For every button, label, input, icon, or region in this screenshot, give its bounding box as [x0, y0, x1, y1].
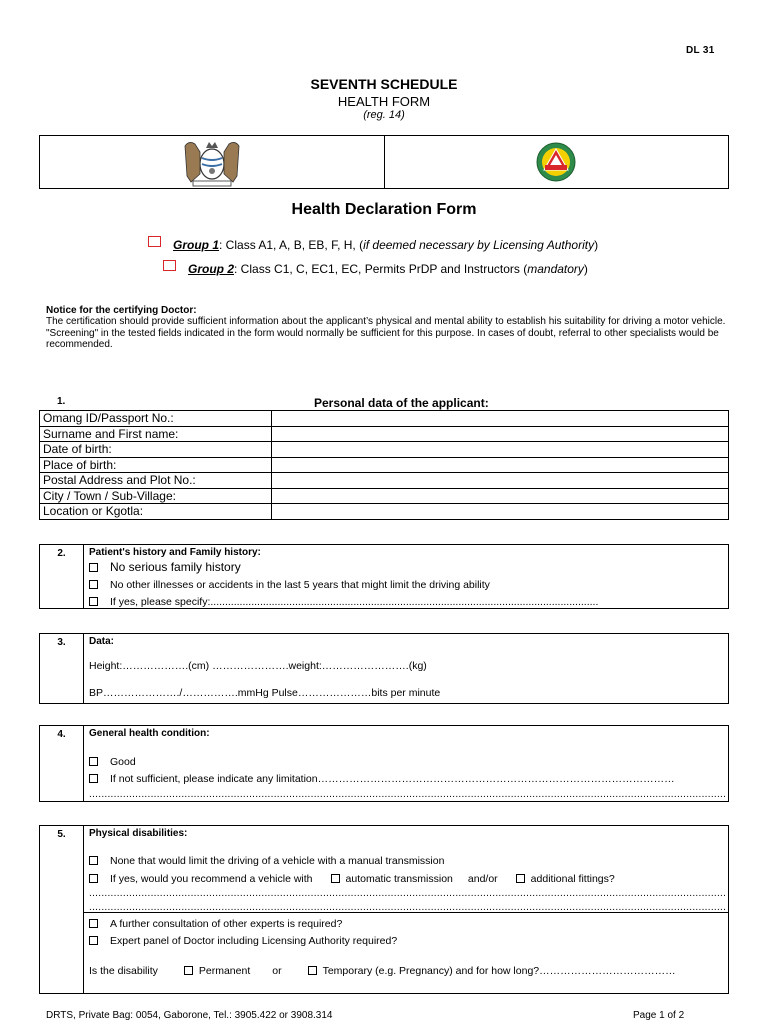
checkbox[interactable] [89, 936, 98, 945]
and-or-label: and/or [467, 873, 498, 885]
field-label: Date of birth: [40, 442, 272, 458]
kgotla-input[interactable] [272, 504, 729, 520]
schedule-title: SEVENTH SCHEDULE [310, 76, 458, 92]
form-code: DL 31 [686, 45, 715, 56]
checkbox[interactable] [89, 580, 98, 589]
name-input[interactable] [272, 426, 729, 442]
table-row [40, 411, 729, 427]
group-2-text: : Class C1, C, EC1, EC, Permits PrDP and Instructors ( [234, 262, 528, 276]
checkbox[interactable] [89, 757, 98, 766]
section-1-title: Personal data of the applicant: [314, 396, 489, 410]
group-2-option[interactable] [163, 262, 588, 276]
no-limitation-option[interactable] [89, 855, 444, 867]
checkbox[interactable] [89, 597, 98, 606]
field-label: Surname and First name: [40, 426, 272, 442]
expert-panel-option[interactable] [89, 935, 397, 947]
limitation-field[interactable]: If not sufficient, please indicate any limitation………………………………………………………………………………………… [110, 773, 675, 785]
notice-heading: Notice for the certifying Doctor: [46, 305, 197, 316]
notice-paragraph-1: The certification should provide sufficient information about the applicant’s physical and mental ability to establish his suitability for driving a motor vehicle. [46, 316, 726, 328]
drts-logo-icon [531, 140, 581, 184]
form-name: HEALTH FORM [337, 94, 431, 109]
drts-logo-cell [385, 136, 729, 188]
section-3-box [39, 633, 729, 704]
disability-type-row [89, 965, 676, 977]
section-2-heading: Patient's history and Family history: [89, 547, 261, 558]
additional-fittings-checkbox[interactable] [516, 874, 525, 883]
checkbox[interactable] [89, 919, 98, 928]
group-1-label: Group 1 [173, 238, 220, 252]
permanent-checkbox[interactable] [184, 966, 193, 975]
no-illness-option[interactable] [89, 579, 490, 591]
limitation-continuation-line[interactable] [89, 789, 725, 800]
checkbox[interactable] [89, 774, 98, 783]
group-2-checkbox[interactable] [163, 260, 176, 271]
option-label: Expert panel of Doctor including Licensing Authority required? [110, 935, 398, 947]
footer-address: DRTS, Private Bag: 0054, Gaborone, Tel.: 3905.422 or 3908.314 [46, 1010, 333, 1021]
divider [84, 912, 728, 913]
form-title: Health Declaration Form [291, 201, 477, 218]
table-row [40, 426, 729, 442]
recommend-vehicle-option[interactable] [89, 873, 615, 885]
option-label: None that would limit the driving of a vehicle with a manual transmission [110, 855, 445, 867]
table-row [40, 473, 729, 489]
section-1-number: 1. [57, 396, 66, 407]
limitation-option[interactable] [89, 773, 725, 785]
additional-fittings-label: additional fittings? [530, 873, 615, 885]
no-family-history-option[interactable] [89, 560, 241, 574]
section-2-box [39, 544, 729, 609]
omang-id-input[interactable] [272, 411, 729, 427]
recommend-detail-line-1[interactable] [89, 888, 725, 899]
specify-field[interactable]: If yes, please specify:..................................................................................................................................... [110, 596, 599, 608]
page-number: Page 1 of 2 [633, 1010, 685, 1021]
group-2-note: mandatory [527, 262, 584, 276]
coat-of-arms-icon [173, 136, 251, 188]
address-input[interactable] [272, 473, 729, 489]
section-5-number: 5. [40, 826, 84, 993]
group-1-close: ) [594, 238, 599, 252]
group-1-option[interactable] [148, 238, 598, 252]
checkbox[interactable] [89, 563, 98, 572]
group-1-checkbox[interactable] [148, 236, 161, 247]
section-5-box [39, 825, 729, 994]
notice-paragraph-2: "Screening" in the tested fields indicated in the form would normally be sufficient for this purpose. In cases of doubt, referral to other specialists would be recommended. [46, 327, 719, 351]
permanent-label: Permanent [198, 965, 251, 977]
option-label: A further consultation of other experts is required? [110, 918, 343, 930]
temporary-checkbox[interactable] [308, 966, 317, 975]
bp-pulse-field[interactable]: BP…………………./…………….mmHg Pulse…………………bits per minute [89, 687, 441, 699]
field-label: Postal Address and Plot No.: [40, 473, 272, 489]
coat-of-arms-cell [40, 136, 385, 188]
section-4-heading: General health condition: [89, 728, 210, 739]
specify-option[interactable] [89, 596, 725, 608]
emblem-box [39, 135, 729, 189]
field-label: Omang ID/Passport No.: [40, 411, 272, 427]
city-input[interactable] [272, 488, 729, 504]
section-5-heading: Physical disabilities: [89, 828, 188, 839]
group-1-text: : Class A1, A, B, EB, F, H, ( [219, 238, 364, 252]
section-4-box [39, 725, 729, 802]
good-option[interactable] [89, 756, 136, 768]
field-label: Location or Kgotla: [40, 504, 272, 520]
option-label: Good [110, 756, 136, 768]
regulation-ref: (reg. 14) [363, 109, 405, 121]
disability-question: Is the disability [89, 965, 158, 977]
option-label: If yes, would you recommend a vehicle with [110, 873, 313, 885]
table-row [40, 488, 729, 504]
group-2-close: ) [583, 262, 588, 276]
table-row [40, 442, 729, 458]
section-3-heading: Data: [89, 636, 115, 647]
or-label: or [272, 965, 282, 977]
option-label: No other illnesses or accidents in the last 5 years that might limit the driving ability [110, 579, 490, 591]
group-2-label: Group 2 [188, 262, 235, 276]
checkbox[interactable] [89, 874, 98, 883]
section-3-number: 3. [40, 634, 84, 703]
table-row [40, 504, 729, 520]
temporary-label[interactable]: Temporary (e.g. Pregnancy) and for how long?………………………………… [322, 965, 676, 977]
section-2-number: 2. [40, 545, 84, 608]
group-1-note: if deemed necessary by Licensing Authority [363, 238, 595, 252]
automatic-transmission-label: automatic transmission [345, 873, 453, 885]
table-row [40, 457, 729, 473]
field-label: Place of birth: [40, 457, 272, 473]
height-weight-field[interactable]: Height:……………….(cm) ………………….weight:…………………….(kg) [89, 660, 427, 672]
field-label: City / Town / Sub-Village: [40, 488, 272, 504]
further-consultation-option[interactable] [89, 918, 342, 930]
birthplace-input[interactable] [272, 457, 729, 473]
doctor-notice [46, 305, 726, 351]
dob-input[interactable] [272, 442, 729, 458]
section-4-number: 4. [40, 726, 84, 801]
option-label: No serious family history [110, 560, 241, 574]
checkbox[interactable] [89, 856, 98, 865]
personal-data-table [39, 410, 729, 520]
automatic-transmission-checkbox[interactable] [331, 874, 340, 883]
